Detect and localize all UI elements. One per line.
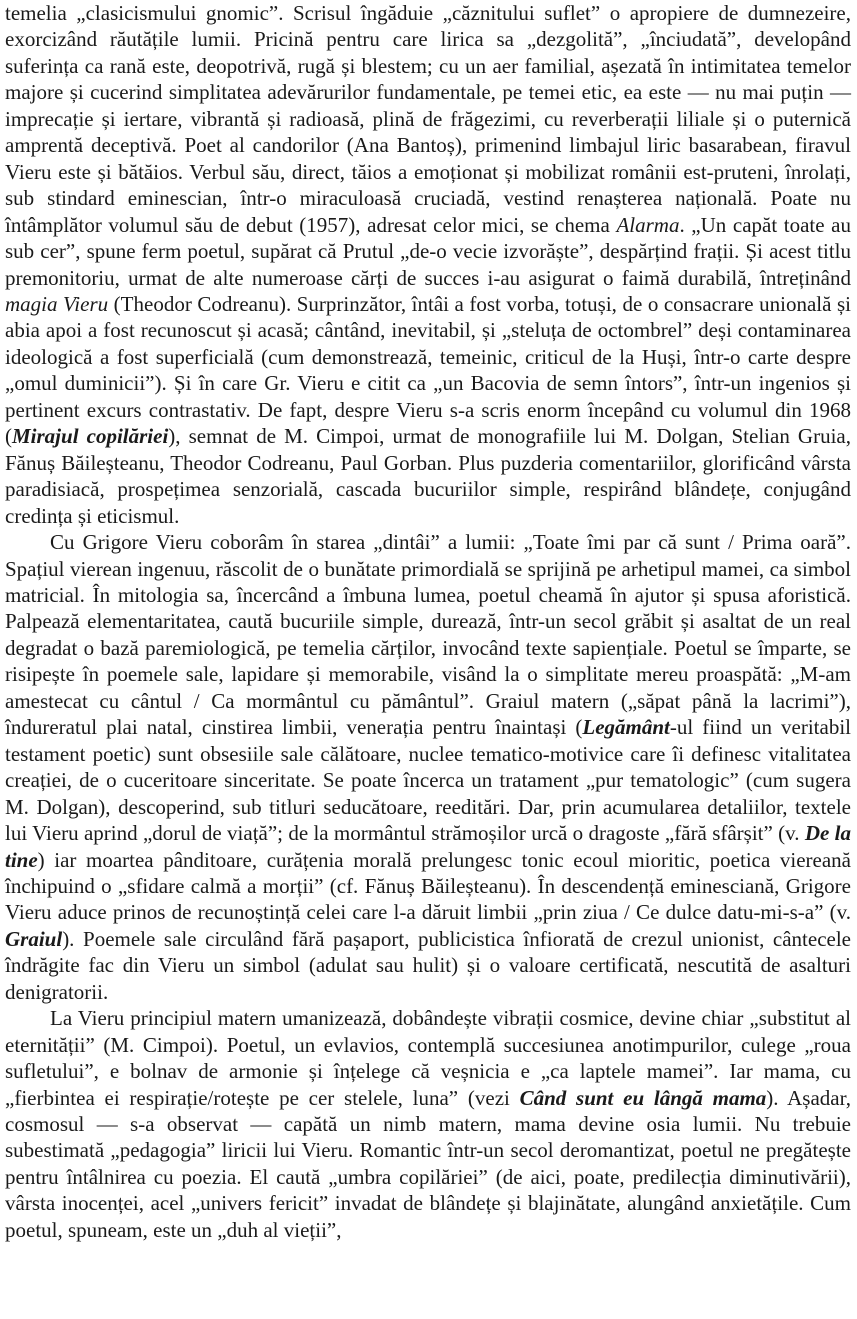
- paragraph-1: [5, 0, 851, 529]
- paragraph-2-text: ). Poemele sale circulând fără pașaport, publicistica înfiorată de crezul unionist, cântecele îndrăgite fac din Vieru un simbol (adulat sau hulit) și o valoare certificată, nescutită de asalturi denigratorii.: [5, 926, 851, 1004]
- poem-title-legamant: Legământ: [582, 715, 670, 740]
- paragraph-1-text: (Theodor Codreanu). Surprinzător, întâi a fost vorba, totuși, de o consacrare unională și abia apoi a fost recunoscut și acasă; cântând, inevitabil, și „steluța de octombrel” deși contaminarea ideologică a fost superficială (cum demonstrează, temeinic, criticul de la Huși, într-o carte despre „omul duminicii”). Și în care Gr. Vieru e citit ca „un Bacovia de semn întors”, într-un ingenios și pertinent excurs contrastativ. De fapt, despre Vieru s-a scris enorm începând cu volumul din 1968 (: [5, 291, 851, 449]
- paragraph-2-text: -ul fiind un veritabil testament poetic) sunt obsesiile sale călătoare, nuclee tematico-motivice care îi definesc vitalitatea creației, de o cuceritoare sinceritate. Se poate încerca un tratament „pur tematologic” (cum sugera M. Dolgan), descoperind, sub titluri seducătoare, reeditări. Dar, prin acumularea detaliilor, textele lui Vieru aprind „dorul de viață”; de la mormântul strămoșilor urcă o dragoste „fără sfârșit” (v.: [5, 715, 851, 846]
- paragraph-3-text: La Vieru principiul matern umanizează, dobândește vibrații cosmice, devine chiar „substitut al eternității” (M. Cimpoi). Poetul, un evlavios, contemplă succesiunea anotimpurilor, culege „roua sufletului”, e bolnav de armonie și înțelege că veșnicia e „ca laptele mamei”. Iar mama, cu „fierbintea ei respirație/rotește pe cer stelele, luna” (vezi: [5, 1006, 851, 1110]
- phrase-magia-vieru: magia Vieru: [5, 291, 109, 316]
- book-title-mirajul-copilariei: Mirajul copilăriei: [12, 424, 169, 449]
- paragraph-1-text: temelia „clasicismului gnomic”. Scrisul îngăduie „căznitului suflet” o apropiere de dumnezeire, exorcizând răutățile lumii. Pricină pentru care lirica sa „dezgolită”, „înciudată”, developând suferința ca rană este, deopotrivă, rugă și blestem; cu un aer familial, așezată în intimitatea temelor majore și cucerind simplitatea adevărurilor fundamentale, pe temei etic, ea este — nu mai puțin — imprecație și iertare, vibrantă și radioasă, plină de frăgezimi, cu reverberații liliale și o puternică amprentă deceptivă. Poet al candorilor (Ana Bantoș), primenind limbajul liric basarabean, firavul Vieru este și bătăios. Verbul său, direct, tăios a emoționat și mobilizat românii est-pruteni, înrolați, sub stindard eminescian, într-o miraculoasă cruciadă, vestind renașterea națională. Poate nu întâmplător volumul său de debut (1957), adresat celor mici, se chema: [5, 1, 851, 237]
- poem-title-graiul: Graiul: [5, 926, 63, 951]
- paragraph-2-text: Cu Grigore Vieru coborâm în starea „dintâi” a lumii: „Toate îmi par că sunt / Prima oară”. Spațiul vierean ingenuu, răscolit de o bunătate primordială se sprijină pe arhetipul mamei, ca simbol matricial. În mitologia sa, încercând a îmbuna lumea, poetul cheamă în ajutor și spusa aforistică. Palpează elementaritatea, caută bucuriile simple, durează, într-un secol grăbit și asaltat de un real degradat o bază paremiologică, pe temelia cărților, invocând texte sapiențiale. Poetul se împarte, se risipește în poemele sale, lapidare și memorabile, visând la o simplitate mereu proaspătă: „M-am amestecat cu cântul / Ca mormântul cu pământul”. Graiul matern („săpat până la lacrimi”), îndureratul plai natal, cinstirea limbii, venerația pentru înaintași (: [5, 530, 851, 740]
- book-title-alarma: Alarma: [616, 212, 680, 237]
- paragraph-1-text: ), semnat de M. Cimpoi, urmat de monografiile lui M. Dolgan, Stelian Gruia, Fănuș Băileșteanu, Theodor Codreanu, Paul Gorban. Plus puzderia comentariilor, glorificând vârsta paradisiacă, prospețimea senzorială, cascada bucuriilor simple, respirând blândețe, conjugând credința și eticismul.: [5, 424, 851, 528]
- poem-title-de-la-tine: De la tine: [5, 821, 851, 872]
- paragraph-2-text: ) iar moartea pânditoare, curățenia morală prelungesc tonic ecoul mioritic, poetica viereană închipuind o „sfidare calmă a morții” (cf. Fănuș Băileșteanu). În descendență eminesciană, Grigore Vieru aduce prinos de recunoștință celei care l-a dăruit limbii „prin ziua / Ce dulce datu-mi-s-a” (v.: [5, 847, 851, 925]
- paragraph-2: [5, 529, 851, 1005]
- paragraph-1-text: . „Un capăt toate au sub cer”, spune ferm poetul, supărat că Prutul „de-o vecie izvorăște”, despărțind frații. Și acest titlu premonitoriu, urmat de alte numeroase cărți de succes i-au asigurat o faimă durabilă, întreținând: [5, 212, 852, 290]
- paragraph-3-text: ). Așadar, cosmosul — s-a observat — capătă un nimb matern, mama devine osia lumii. Nu trebuie subestimată „pedagogia” liricii lui Vieru. Romantic într-un secol deromantizat, poetul ne pregătește pentru întâlnirea cu poezia. El caută „umbra copilăriei” (de aici, poate, predilecția diminutivării), vârsta inocenței, acel „univers fericit” invadat de blândețe și blajinătate, alungând anxietățile. Cum poetul, spuneam, este un „duh al vieții”,: [5, 1085, 852, 1242]
- paragraph-3: [5, 1005, 851, 1243]
- poem-title-cand-sunt-eu-langa-mama: Când sunt eu lângă mama: [519, 1085, 767, 1110]
